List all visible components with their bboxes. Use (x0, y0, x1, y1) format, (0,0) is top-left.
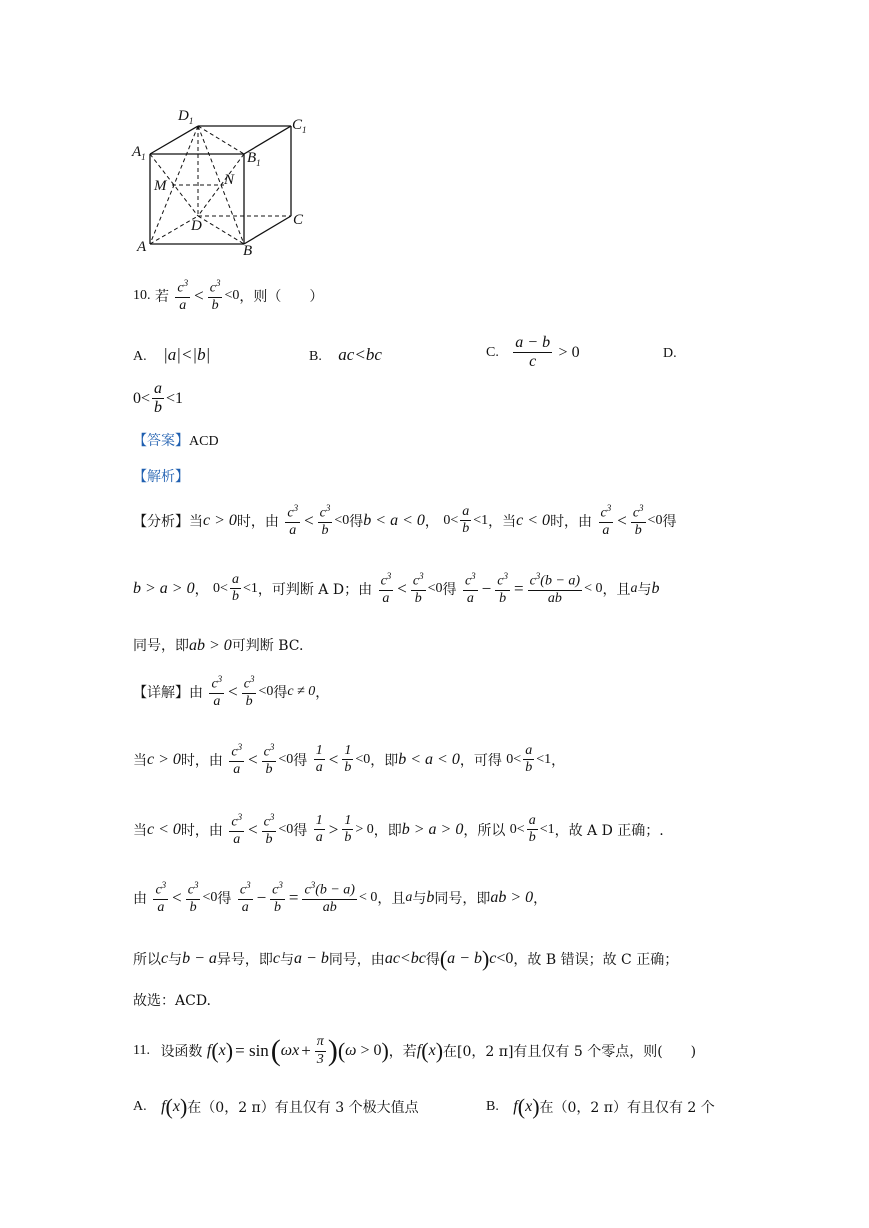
detail-line-6: 故选：ACD. (133, 993, 211, 1009)
detail-line-3: 当c < 0时，由 $\frac{c^3}{a}$ < $\frac{c^3}{b}$ <0得 $\frac{1}{a}$ > $\frac{1}{b}$ > 0，即b > a > 0，所以 0< $\frac{a}{b}$ <1，故 A D 正确；. (133, 812, 664, 847)
label-B: B (243, 243, 253, 259)
q10-option-b[interactable]: B. ac<bc (309, 345, 382, 364)
q10-option-c[interactable]: C. $\frac{a - b}{c}$ > 0 (486, 334, 580, 371)
cube-figure (128, 108, 318, 266)
q10-stem: 10. 若 $\frac{c^3}{a}$ < $\frac{c^3}{b}$ <0，则（ ） (133, 278, 324, 313)
analysis-line-2: b > a > 0， 0< $\frac{a}{b}$ <1，可判断 A D；由 $\frac{c^3}{a}$ < $\frac{c^3}{b}$ <0得 $\frac{c^3}{a}$ − $\frac{c^3}{b}$ = $\frac{c^3(b - a)}{ab}$ < 0，且a与b (133, 571, 660, 606)
answer-line: 【答案】ACD (133, 433, 219, 449)
label-C1: $C_1$ (292, 117, 307, 135)
q11-option-b[interactable]: B. f(x)在（0，2 π）有且仅有 2 个 (486, 1094, 715, 1119)
label-M: M (154, 178, 167, 194)
q10-option-d[interactable]: 0< $\frac{a}{b}$ <1 (133, 380, 184, 417)
analysis-line-1: 【分析】当c > 0时，由 $\frac{c^3}{a}$ < $\frac{c^3}{b}$ <0得b < a < 0， 0< $\frac{a}{b}$ <1，当c < 0时，由 $\frac{c^3}{a}$ < $\frac{c^3}{b}$ <0得 (133, 503, 677, 538)
analysis-line-3: 同号，即ab > 0可判断 BC. (133, 637, 304, 654)
label-A1: $A_1$ (132, 144, 146, 162)
label-D1: $D_1$ (178, 108, 194, 126)
q10-option-d-label: D. (663, 346, 677, 361)
label-B1: $B_1$ (247, 150, 261, 168)
jiexi-label: 【解析】 (133, 469, 189, 485)
q11-option-a[interactable]: A. f(x)在（0，2 π）有且仅有 3 个极大值点 (133, 1094, 419, 1119)
frac-c3-b: $\frac{c^3}{b}$ (209, 278, 221, 313)
label-D: D (191, 218, 202, 234)
detail-line-2: 当c > 0时，由 $\frac{c^3}{a}$ < $\frac{c^3}{b}$ <0得 $\frac{1}{a}$ < $\frac{1}{b}$ <0，即b < a < 0，可得 0< $\frac{a}{b}$ <1， (133, 742, 566, 777)
q10-option-a[interactable]: A. |a|<|b| (133, 345, 211, 364)
label-N: N (224, 172, 235, 188)
label-A: A (137, 239, 147, 255)
detail-line-5: 所以c与b − a异号，即c与a − b同号，由ac<bc得(a − b)c<0，故 B 错误；故 C 正确； (133, 946, 679, 971)
detail-line-1: 【详解】由 $\frac{c^3}{a}$ < $\frac{c^3}{b}$ <0得c ≠ 0， (133, 674, 330, 709)
label-C: C (293, 212, 304, 228)
detail-line-4: 由 $\frac{c^3}{a}$ < $\frac{c^3}{b}$ <0得 $\frac{c^3}{a}$ − $\frac{c^3}{b}$ = $\frac{c^3(b - a)}{ab}$ < 0，且a与b同号，即ab > 0， (133, 880, 548, 915)
q11-stem: 11. 设函数 f(x) = sin(ωx + $\frac{\pi}{3}$ )(ω > 0)，若f(x)在[0，2 π]有且仅有 5 个零点，则( ) (133, 1034, 697, 1067)
frac-c3-a: $\frac{c^3}{a}$ (177, 278, 189, 313)
